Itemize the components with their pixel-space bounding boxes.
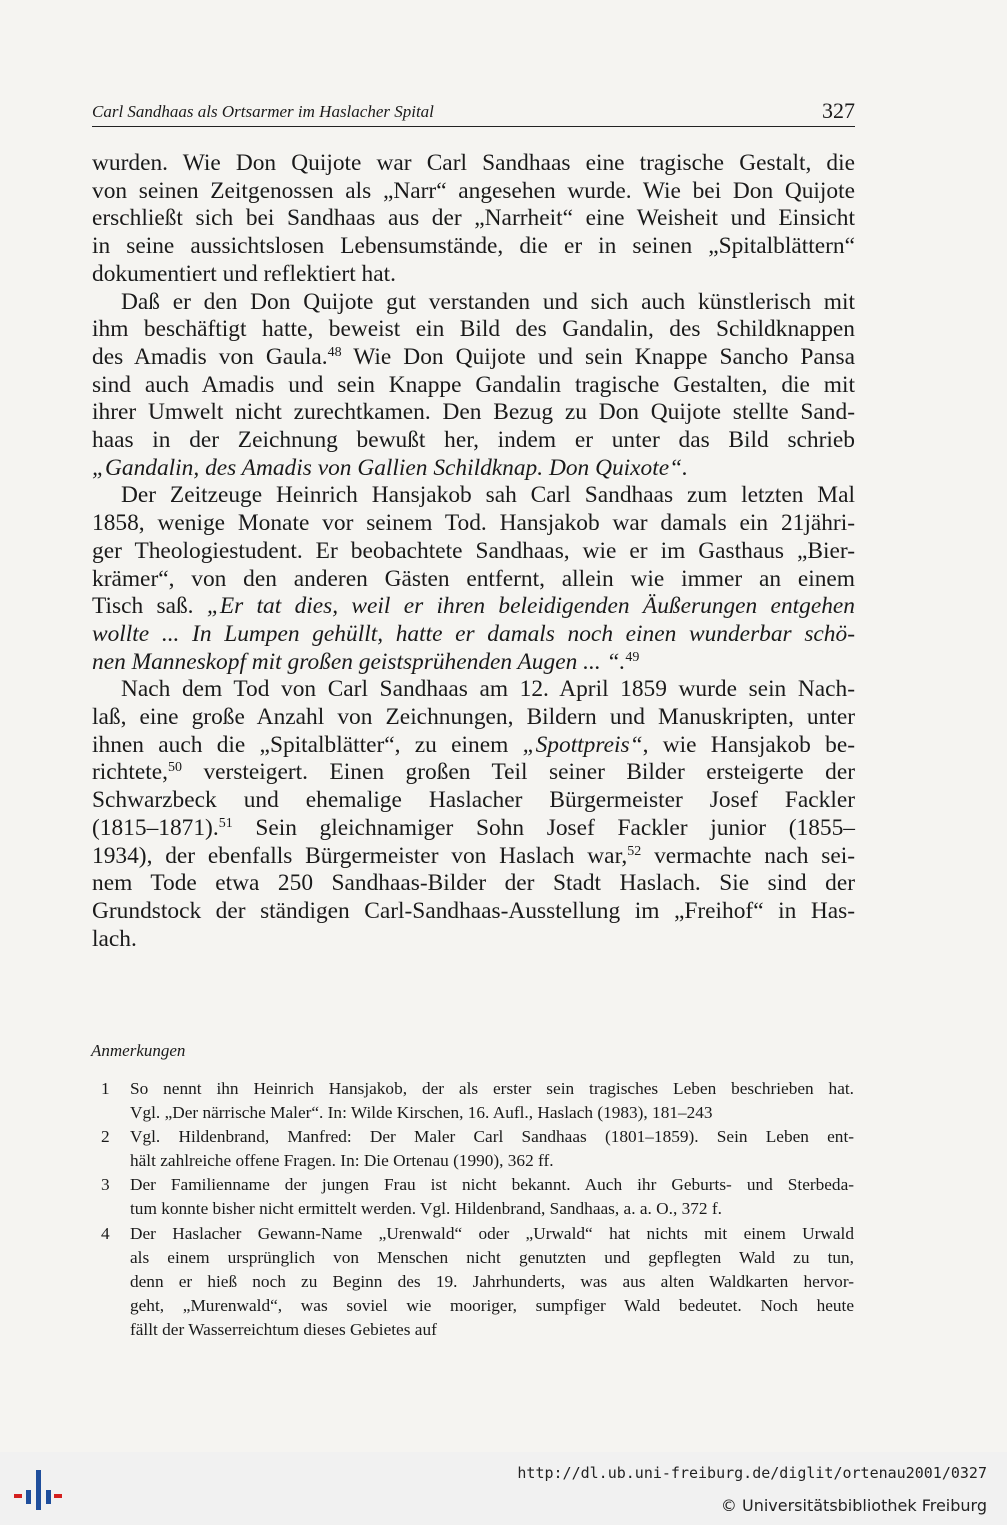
footnote-ref-49: 49 <box>625 649 640 665</box>
footnote-4 <box>92 1222 854 1342</box>
text-line: ger Theologiestudent. Er beobachtete Sandhaas, wie er im Gasthaus „Bier- <box>92 537 855 564</box>
text-line <box>92 815 855 843</box>
text-line: Der Zeitzeuge Heinrich Hansjakob sah Carl Sandhaas zum letzten Mal <box>121 482 855 509</box>
text-segment: 1934), der ebenfalls Bürgermeister von Haslach war, <box>92 842 628 869</box>
text-line: in seine aussichtslosen Lebensumstände, die er in seinen „Spitalblättern“ <box>92 233 855 260</box>
text-line: ihm beschäftigt hatte, beweist ein Bild des Gandalin, des Schildknappen <box>92 316 855 343</box>
text-segment: des Amadis von Gaula. <box>92 343 328 370</box>
footnote-ref-52: 52 <box>627 843 642 859</box>
note-line: als einem ursprünglich von Menschen nicht genutzten und gepflegten Wald zu tun, <box>130 1247 854 1267</box>
body-text <box>92 150 855 953</box>
quotation: wollte ... In Lumpen gehüllt, hatte er damals noch einen wunderbar schö- <box>92 620 855 647</box>
footnote-number: 4 <box>101 1223 110 1243</box>
paragraph-2 <box>92 289 855 483</box>
footnote-3 <box>92 1173 854 1221</box>
text-line: nem Tode etwa 250 Sandhaas-Bilder der Stadt Haslach. Sie sind der <box>92 870 855 897</box>
copyright-notice: © Universitätsbibliothek Freiburg <box>720 1496 987 1515</box>
footnote-number: 3 <box>101 1175 110 1195</box>
text-line: Daß er den Don Quijote gut verstanden und sich auch künstlerisch mit <box>121 288 855 315</box>
note-line: geht, „Murenwald“, was soviel wie mooriger, sumpfiger Wald bedeutet. Noch heute <box>130 1295 854 1315</box>
running-header <box>92 96 855 127</box>
note-line: So nennt ihn Heinrich Hansjakob, der als erster sein tragisches Leben beschrieben hat. <box>130 1079 854 1098</box>
footnote-ref-51: 51 <box>218 815 233 831</box>
text-line: ihrer Umwelt nicht zurechtkamen. Den Bezug zu Don Quijote stellte Sand- <box>92 399 855 426</box>
text-line <box>92 593 855 621</box>
note-line: fällt der Wasserreichtum dieses Gebietes auf <box>130 1319 437 1339</box>
text-line: Nach dem Tod von Carl Sandhaas am 12. April 1859 wurde sein Nach- <box>121 676 855 703</box>
footnote-1 <box>92 1077 854 1125</box>
ub-freiburg-logo-icon[interactable] <box>12 1464 64 1516</box>
paragraph-4 <box>92 676 855 953</box>
footnote-ref-50: 50 <box>167 760 182 776</box>
text-line: erschließt sich bei Sandhaas aus der „Narrheit“ eine Weisheit und Einsicht <box>92 205 855 232</box>
footnote-number: 2 <box>101 1127 110 1147</box>
footnote-ref-48: 48 <box>327 344 342 360</box>
text-line: Schwarzbeck und ehemalige Haslacher Bürgermeister Josef Fackler <box>92 787 855 814</box>
quotation: „Gandalin, des Amadis von Gallien Schildknap. Don Quixote“. <box>92 454 688 481</box>
text-line <box>92 621 855 649</box>
source-url-link[interactable]: http://dl.ub.uni-freiburg.de/diglit/ortenau2001/0327 <box>517 1464 987 1482</box>
text-segment: Tisch saß. <box>92 593 207 620</box>
text-line: haas in der Zeichnung bewußt her, indem er unter das Bild schrieb <box>92 427 855 454</box>
text-segment: Wie Don Quijote und sein Knappe Sancho Pansa <box>341 343 855 370</box>
note-line: denn er hieß noch zu Beginn des 19. Jahrhunderts, was aus alten Waldkarten hervor- <box>130 1271 854 1291</box>
text-line: dokumentiert und reflektiert hat. <box>92 260 396 287</box>
text-line <box>92 843 855 871</box>
note-line: hält zahlreiche offene Fragen. In: Die Ortenau (1990), 362 ff. <box>130 1151 554 1171</box>
text-segment: vermachte nach sei- <box>641 842 855 869</box>
text-line <box>92 455 855 483</box>
paragraph-1 <box>92 150 855 289</box>
page-number: 327 <box>822 98 855 123</box>
quotation: nen Manneskopf mit großen geistsprühenden Augen ... “. <box>92 648 626 675</box>
logo-graphic <box>12 1464 64 1516</box>
running-title: Carl Sandhaas als Ortsarmer im Haslacher Spital <box>92 102 434 121</box>
logo-dash <box>14 1494 22 1498</box>
text-line <box>92 649 855 677</box>
text-line: krämer“, von den anderen Gästen entfernt, allein wie immer an einem <box>92 565 855 592</box>
footnotes <box>92 1077 854 1342</box>
text-line: wurden. Wie Don Quijote war Carl Sandhaas eine tragische Gestalt, die <box>92 150 855 176</box>
text-segment: ihnen auch die „Spitalblätter“, zu einem <box>92 731 523 758</box>
text-line <box>92 732 855 760</box>
logo-bar <box>36 1470 41 1510</box>
text-segment: versteigert. Einen großen Teil seiner Bilder ersteigerte der <box>181 759 855 786</box>
text-line: lach. <box>92 925 137 952</box>
text-segment: richtete, <box>92 759 168 786</box>
quotation: „Spottpreis“ <box>522 731 643 758</box>
logo-dash <box>54 1494 62 1498</box>
text-line: von seinen Zeitgenossen als „Narr“ angesehen wurde. Wie bei Don Quijote <box>92 177 855 204</box>
notes-heading: Anmerkungen <box>91 1041 186 1060</box>
paragraph-3 <box>92 482 855 676</box>
text-line: Grundstock der ständigen Carl-Sandhaas-Ausstellung im „Freihof“ in Has- <box>92 897 855 924</box>
text-line <box>92 344 855 372</box>
quotation: „Er tat dies, weil er ihren beleidigenden Äußerungen entgehen <box>206 593 855 620</box>
text-line: sind auch Amadis und sein Knappe Gandalin tragische Gestalten, die mit <box>92 371 855 398</box>
text-segment: (1815–1871). <box>92 814 219 841</box>
text-segment: Sein gleichnamiger Sohn Josef Fackler junior (1855– <box>232 814 855 841</box>
logo-bar <box>26 1490 31 1504</box>
note-line: Der Familienname der jungen Frau ist nicht bekannt. Auch ihr Geburts- und Sterbeda- <box>130 1175 854 1195</box>
footnote-number: 1 <box>101 1079 110 1098</box>
footer-bar <box>0 1452 1007 1525</box>
note-line: Der Haslacher Gewann-Name „Urenwald“ oder „Urwald“ hat nichts mit einem Urwald <box>130 1223 854 1243</box>
footnote-2 <box>92 1125 854 1173</box>
note-line: tum konnte bisher nicht ermittelt werden. Vgl. Hildenbrand, Sandhaas, a. a. O., 372 f. <box>130 1199 722 1219</box>
note-line: Vgl. Hildenbrand, Manfred: Der Maler Carl Sandhaas (1801–1859). Sein Leben ent- <box>130 1127 854 1147</box>
text-line <box>92 759 855 787</box>
logo-bar <box>46 1490 51 1504</box>
text-line: 1858, wenige Monate vor seinem Tod. Hansjakob war damals ein 21jähri- <box>92 510 855 537</box>
note-line: Vgl. „Der närrische Maler“. In: Wilde Kirschen, 16. Aufl., Haslach (1983), 181–243 <box>130 1103 713 1123</box>
text-segment: , wie Hansjakob be- <box>642 731 855 758</box>
text-line: laß, eine große Anzahl von Zeichnungen, Bildern und Manuskripten, unter <box>92 704 855 731</box>
